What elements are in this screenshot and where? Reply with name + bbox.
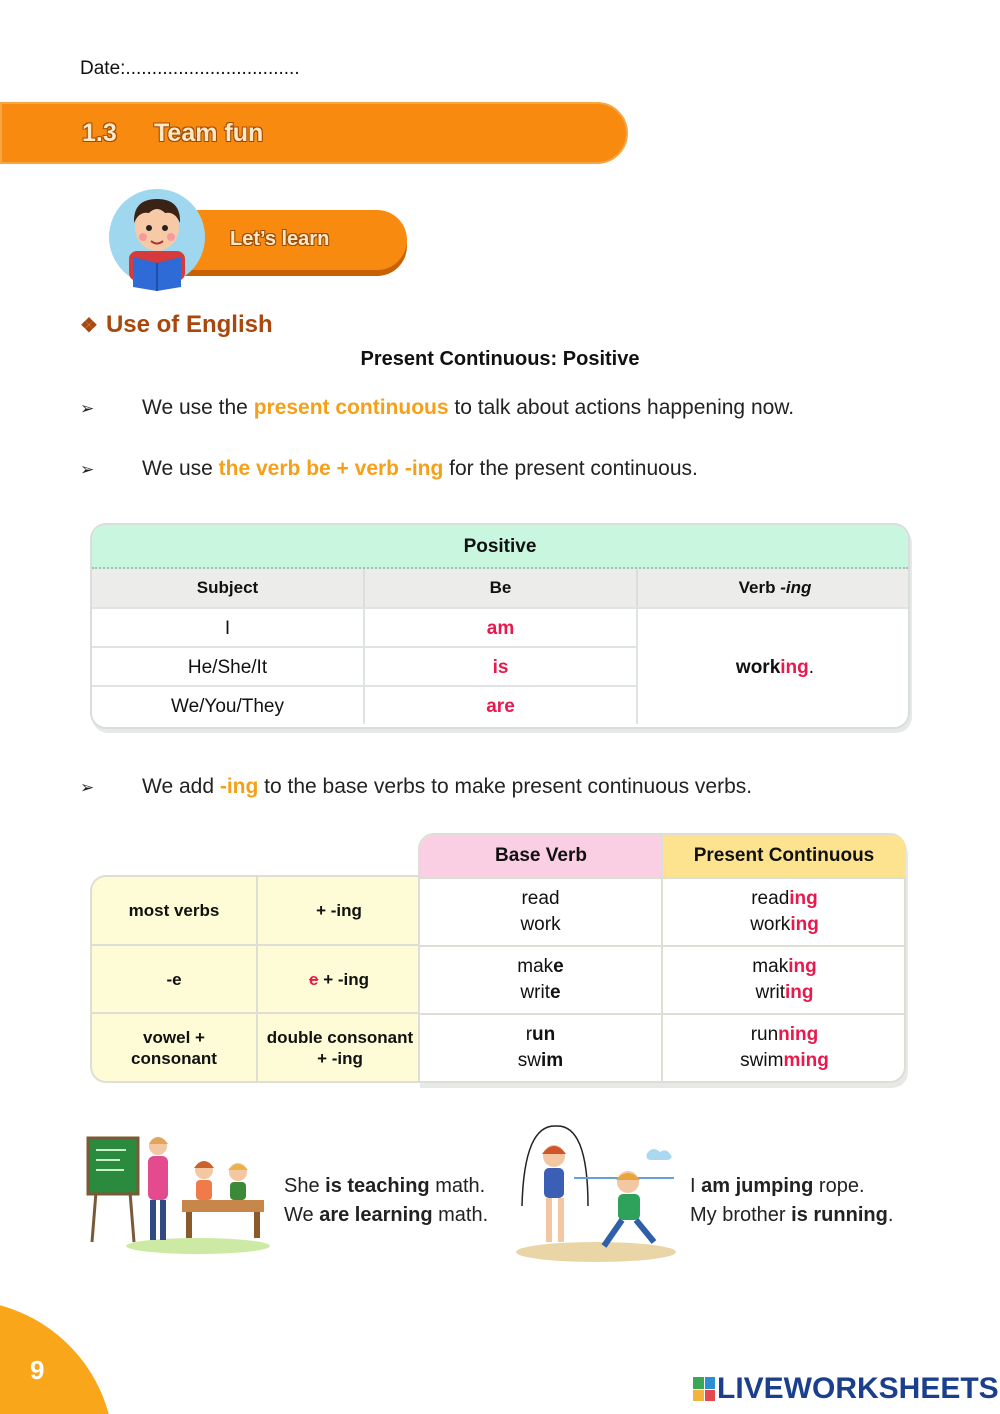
bullet-text: to the base verbs to make present continuous verbs.	[264, 775, 753, 798]
page-number: 9	[30, 1355, 45, 1385]
bullet-highlight: -ing	[219, 775, 259, 798]
caption-text: math.	[432, 1204, 489, 1226]
lesson-banner	[0, 102, 628, 164]
pc-verb-cell	[663, 947, 906, 1013]
pc-ending: ing	[789, 888, 818, 909]
date-field: Date:.................................	[80, 58, 300, 79]
base-verb-ending: e	[553, 956, 564, 977]
pc-verb-cell	[663, 879, 906, 945]
positive-table-title: Positive	[92, 525, 908, 569]
liveworksheets-logo-icon	[693, 1377, 715, 1401]
caption-text: I	[690, 1175, 702, 1197]
column-header-be: Be	[365, 569, 638, 607]
column-header-ing: -ing	[780, 578, 812, 597]
caption-verb: is running	[791, 1204, 888, 1226]
change-cell: double consonant + -ing	[266, 1027, 414, 1068]
struck-letter: e	[309, 969, 319, 989]
table-cell-subject: He/She/It	[92, 646, 365, 685]
bullet-text: We use	[142, 457, 213, 480]
page-corner	[0, 1300, 114, 1414]
example-caption-left	[284, 1172, 488, 1230]
bullet-item	[80, 457, 698, 481]
change-cell	[258, 877, 420, 944]
verb-stem: work	[735, 657, 781, 678]
brand-logo	[693, 1374, 999, 1404]
change-text: + -ing	[318, 969, 369, 989]
pc-ending: ning	[778, 1024, 819, 1045]
spelling-rules-panel	[90, 875, 420, 1083]
lesson-title: Team fun	[154, 119, 264, 147]
base-verb: sw	[517, 1050, 542, 1071]
pc-stem: swim	[740, 1050, 784, 1071]
column-header-verb: Verb	[738, 578, 776, 597]
column-header-base-verb: Base Verb	[420, 835, 662, 877]
pc-ending: ing	[785, 982, 814, 1003]
rule-cell: -e	[166, 969, 182, 989]
lets-learn-banner	[178, 210, 407, 270]
caption-text: .	[887, 1204, 894, 1226]
lesson-number: 1.3	[82, 119, 117, 147]
table-cell-be: am	[365, 607, 638, 646]
lets-learn-label: Let’s learn	[230, 228, 330, 250]
caption-text: math.	[429, 1175, 486, 1197]
base-verb-cell	[420, 879, 661, 945]
section-heading-text: Use of English	[105, 311, 273, 338]
bullet-highlight: present continuous	[253, 396, 449, 419]
column-header-present-continuous: Present Continuous	[662, 835, 906, 877]
classroom-illustration	[86, 1130, 270, 1254]
caption-text: My brother	[690, 1204, 792, 1226]
table-cell-be: are	[365, 685, 638, 724]
caption-verb: is teaching	[325, 1175, 430, 1197]
rule-cell: vowel + consonant	[131, 1027, 217, 1068]
change-cell	[258, 946, 420, 1012]
pc-stem: writ	[755, 982, 786, 1003]
pc-stem: mak	[752, 956, 789, 977]
arrow-bullet-icon: ➢	[80, 399, 95, 418]
base-verb: rea	[521, 888, 549, 909]
diamond-icon: ❖	[80, 315, 98, 337]
caption-text: rope.	[813, 1175, 865, 1197]
base-verb-ending: e	[549, 982, 561, 1003]
bullet-item	[80, 775, 752, 799]
change-text: + -ing	[316, 901, 362, 920]
base-verb-ending: k	[551, 914, 561, 935]
base-verb: writ	[520, 982, 550, 1003]
bullet-highlight: the verb be + verb -ing	[218, 457, 444, 480]
table-cell-verb	[638, 607, 910, 727]
base-verb-cell	[420, 1015, 661, 1081]
pc-stem: run	[750, 1024, 779, 1045]
pc-verb-cell	[663, 1015, 906, 1081]
bullet-text: to talk about actions happening now.	[454, 396, 795, 419]
example-caption-right	[690, 1172, 893, 1230]
verb-punct: .	[808, 657, 815, 678]
pc-stem: work	[750, 914, 791, 935]
base-verb-ending: im	[541, 1050, 564, 1071]
caption-verb: am jumping	[701, 1175, 814, 1197]
base-verb-ending: un	[532, 1024, 556, 1045]
brand-text: LIVEWORKSHEETS	[717, 1372, 999, 1405]
section-heading	[80, 311, 273, 339]
caption-text: She	[284, 1175, 326, 1197]
column-header-verb-ing	[638, 569, 910, 607]
ing-spelling-table	[90, 833, 910, 1091]
arrow-bullet-icon: ➢	[80, 778, 95, 797]
jump-rope-illustration	[514, 1122, 678, 1262]
base-verb: wor	[520, 914, 552, 935]
column-header-subject: Subject	[92, 569, 365, 607]
boy-reading-icon	[107, 187, 207, 291]
bullet-text: for the present continuous.	[449, 457, 698, 480]
positive-table	[90, 523, 910, 729]
base-verb-ending: d	[548, 888, 560, 909]
verbs-panel	[418, 833, 906, 1083]
verb-ending: ing	[780, 657, 809, 678]
bullet-text: We use the	[142, 396, 248, 419]
caption-verb: are learning	[319, 1204, 433, 1226]
base-verb: r	[525, 1024, 533, 1045]
grammar-subheading: Present Continuous: Positive	[360, 348, 640, 370]
table-cell-be: is	[365, 646, 638, 685]
bullet-item	[80, 396, 794, 420]
pc-ending: ing	[788, 956, 817, 977]
pc-stem: read	[751, 888, 790, 909]
base-verb: mak	[517, 956, 554, 977]
rule-cell: most verbs	[128, 901, 220, 920]
arrow-bullet-icon: ➢	[80, 460, 95, 479]
caption-text: We	[284, 1204, 320, 1226]
table-cell-subject: We/You/They	[92, 685, 365, 724]
pc-ending: ming	[783, 1050, 829, 1071]
pc-ending: ing	[790, 914, 819, 935]
table-cell-subject: I	[92, 607, 365, 646]
base-verb-cell	[420, 947, 661, 1013]
bullet-text: We add	[142, 775, 214, 798]
